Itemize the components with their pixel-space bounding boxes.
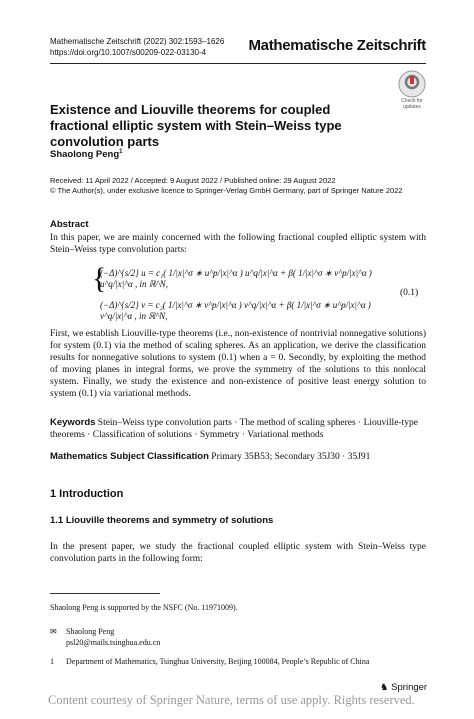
abstract-body: First, we establish Liouville-type theorems (i.e., non-existence of nontrivial nonnegative solutions) for system (0.1) via the method of scaling spheres. As an application, we derive the classification results for nonnegative solutions to system (0.1) when a = 0. Secondly, by exploiting the method of moving planes in integral forms, we prove the symmetry of the solutions to this nonlocal system. Finally, we study the existence and non-existence of positive least energy solution to system (0.1) via variational methods. xyxy=(50,329,426,399)
contact-block xyxy=(50,626,160,648)
abstract-intro: In this paper, we are mainly concerned with the following fractional coupled elliptic system with Stein–Weiss type convolution parts: xyxy=(50,233,426,255)
affil-number: 1 xyxy=(50,657,54,666)
author-affil-sup: 1 xyxy=(119,149,123,155)
subsection-liouville: 1.1 Liouville theorems and symmetry of solutions xyxy=(50,515,274,526)
envelope-icon: ✉ xyxy=(50,627,57,636)
author-line xyxy=(50,149,122,160)
equation-number: (0.1) xyxy=(400,288,419,298)
footnote-rule xyxy=(50,593,160,594)
springer-horse-icon: ♞ xyxy=(380,682,389,693)
journal-citation: Mathematische Zeitschrift (2022) 302:1593–1626 xyxy=(50,37,225,46)
journal-meta xyxy=(50,37,224,58)
contact-email[interactable]: psl20@mails.tsinghua.edu.cn xyxy=(66,638,161,647)
author-name[interactable]: Shaolong Peng xyxy=(50,149,120,161)
journal-title: Mathematische Zeitschrift xyxy=(248,37,426,54)
article-title: Existence and Liouville theorems for coupled fractional elliptic system with Stein–Weiss type convolution parts xyxy=(50,102,342,149)
equation-line-1: (−Δ)^{s/2} u = c₁( 1/|x|^σ ∗ u^p/|x|^α ) u^q/|x|^α + β( 1/|x|^σ ∗ v^p/|x|^α ) u^q/|x|^α , in ℝ^N, xyxy=(100,268,372,289)
msc-label: Mathematics Subject Classification xyxy=(50,451,209,462)
funding-note: Shaolong Peng is supported by the NSFC (No. 11971009). xyxy=(50,603,238,612)
affiliation-note xyxy=(50,656,369,667)
abstract-heading: Abstract xyxy=(50,219,89,230)
equation-line-2: (−Δ)^{s/2} v = c₂( 1/|x|^σ ∗ v^p/|x|^α ) v^q/|x|^α + β( 1/|x|^σ ∗ u^p/|x|^α ) v^q/|x|^α , in ℝ^N, xyxy=(100,300,371,321)
section-introduction: 1 Introduction xyxy=(50,488,124,500)
courtesy-watermark: Content courtesy of Springer Nature, terms of use apply. Rights reserved. xyxy=(48,693,415,707)
intro-paragraph: In the present paper, we study the fractional coupled elliptic system with Stein–Weiss type convolution parts in the following form: xyxy=(50,542,426,564)
contact-name: Shaolong Peng xyxy=(66,627,115,636)
equation-brace: { xyxy=(92,262,107,295)
msc-text: Primary 35B53; Secondary 35J30 · 35J91 xyxy=(211,452,371,462)
received-dates: Received: 11 April 2022 / Accepted: 9 August 2022 / Published online: 29 August 2022 xyxy=(50,176,336,185)
keywords-label: Keywords xyxy=(50,417,96,428)
msc-block xyxy=(50,451,426,462)
doi-link[interactable]: https://doi.org/10.1007/s00209-022-03130-4 xyxy=(50,47,207,57)
copyright: © The Author(s), under exclusive licence to Springer-Verlag GmbH Germany, part of Springer Nature 2022 xyxy=(50,186,403,195)
keywords-block xyxy=(50,417,426,441)
keywords-text: Stein–Weiss type convolution parts · The method of scaling spheres · Liouville-type theorems · Classification of solutions · Symmetry · Variational methods xyxy=(50,418,418,440)
dates-block xyxy=(50,176,430,196)
springer-logo: ♞ Springer xyxy=(380,682,428,693)
check-for-updates-label: Check for updates xyxy=(401,98,423,110)
header-rule xyxy=(50,63,426,64)
check-for-updates-icon[interactable] xyxy=(398,70,426,98)
affiliation-text: Department of Mathematics, Tsinghua University, Beijing 100084, People’s Republic of China xyxy=(66,657,370,666)
